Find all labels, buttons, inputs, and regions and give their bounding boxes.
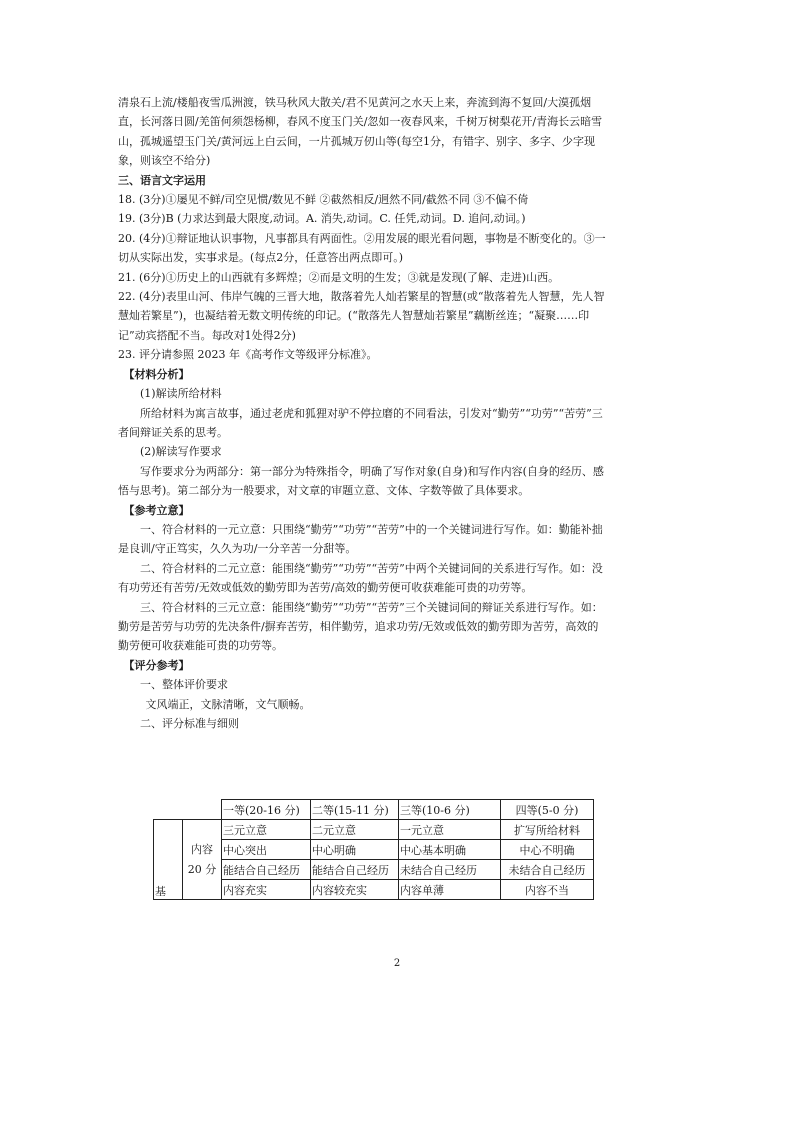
overall-requirement-heading: 一、整体评价要求 <box>140 678 228 692</box>
table-cell: 二元立意 <box>311 820 399 840</box>
row-group-label: 基 <box>154 820 183 900</box>
overall-requirement-text: 文风端正，文脉清晰，文气顺畅。 <box>145 697 311 711</box>
reference-ideas-heading: 【参考立意】 <box>123 503 190 517</box>
table-row <box>154 820 594 840</box>
content-score: 20 分 <box>187 862 217 876</box>
table-cell: 三元立意 <box>222 820 311 840</box>
scoring-table <box>153 799 594 900</box>
answer-22: 22. (4分)表里山河、伟岸气魄的三晋大地，散落着先人灿若繁星的智慧(或“散落着先人智慧，先人智慧灿若繁星”)，也凝结着无数文明传统的印记。(“散落先人智慧灿若繁星”藕断丝连；“凝聚……印记”动宾搭配不当。每改对1处得2分) <box>118 290 605 342</box>
page-number: 2 <box>393 958 401 969</box>
table-cell: 内容单薄 <box>399 880 501 900</box>
answer-17-text: 清泉石上流/楼船夜雪瓜洲渡，铁马秋风大散关/君不见黄河之水天上来，奔流到海不复回/大漠孤烟直，长河落日圆/羌笛何须怨杨柳，春风不度玉门关/忽如一夜春风来，千树万树梨花开/青海长云暗雪山，孤城遥望玉门关/黄河远上白云间，一片孤城万仞山等(每空1分，有错字、别字、多字、少字现象，则该空不给分) <box>118 96 603 168</box>
document-body <box>118 93 606 733</box>
table-cell: 能结合自己经历 <box>311 860 399 880</box>
content-group-label <box>183 820 222 900</box>
table-cell: 内容较充实 <box>311 880 399 900</box>
idea-one: 一、符合材料的一元立意：只围绕“勤劳”“功劳”“苦劳”中的一个关键词进行写作。如：勤能补拙是良训/守正笃实，久久为功/一分辛苦一分甜等。 <box>118 522 603 556</box>
criteria-heading: 二、评分标准与细则 <box>140 717 239 730</box>
table-empty-cell <box>154 800 183 820</box>
idea-two: 二、符合材料的二元立意：能围绕“勤劳”“功劳”“苦劳”中两个关键词间的关系进行写作。如：没有功劳还有苦劳/无效或低效的勤劳即为苦劳/高效的勤劳便可收获难能可贵的功劳等。 <box>118 561 603 595</box>
table-header-cell: 三等(10-6 分) <box>399 800 501 820</box>
table-cell: 中心突出 <box>222 840 311 860</box>
table-cell: 能结合自己经历 <box>222 860 311 880</box>
read-material-heading: (1)解读所给材料 <box>140 387 222 401</box>
table-cell: 中心明确 <box>311 840 399 860</box>
table-header-cell: 一等(20-16 分) <box>222 800 311 820</box>
answer-18: 18. (3分)①屡见不鲜/司空见惯/数见不鲜 ②截然相反/迥然不同/截然不同 ③不偏不倚 <box>118 193 529 207</box>
table-header-cell: 二等(15-11 分) <box>311 800 399 820</box>
table-empty-cell <box>183 800 222 820</box>
material-analysis-heading: 【材料分析】 <box>123 367 190 381</box>
answer-19: 19. (3分)B (力求达到最大限度,动词。A. 消失,动词。C. 任凭,动词。D. 追问,动词。) <box>118 212 526 226</box>
answer-20: 20. (4分)①辩证地认识事物，凡事都具有两面性。②用发展的眼光看问题，事物是不断变化的。③一切从实际出发，实事求是。(每点2分，任意答出两点即可。) <box>118 231 606 265</box>
table-cell: 未结合自己经历 <box>501 860 594 880</box>
answer-23: 23. 评分请参照 2023 年《高考作文等级评分标准》。 <box>118 348 378 362</box>
table-header-cell: 四等(5-0 分) <box>501 800 594 820</box>
table-cell: 扩写所给材料 <box>501 820 594 840</box>
content-label: 内容 <box>191 842 213 856</box>
table-cell: 一元立意 <box>399 820 501 840</box>
scoring-reference-heading: 【评分参考】 <box>123 658 190 672</box>
table-header-row <box>154 800 594 820</box>
table-cell: 中心不明确 <box>501 840 594 860</box>
table-cell: 内容不当 <box>501 880 594 900</box>
idea-three: 三、符合材料的三元立意：能围绕“勤劳”“功劳”“苦劳”三个关键词间的辩证关系进行写作。如：勤劳是苦劳与功劳的先决条件/摒弃苦劳，相伴勤劳，追求功劳/无效或低效的勤劳即为苦劳，高效的勤劳便可收获难能可贵的功劳等。 <box>118 600 603 653</box>
material-text: 所给材料为寓言故事，通过老虎和狐狸对驴不停拉磨的不同看法，引发对“勤劳”“功劳”“苦劳”三者间辩证关系的思考。 <box>118 406 603 439</box>
table-cell: 中心基本明确 <box>399 840 501 860</box>
answer-21: 21. (6分)①历史上的山西就有多辉煌；②而是文明的生发；③就是发现(了解、走进)山西。 <box>118 270 560 284</box>
requirement-text: 写作要求分为两部分：第一部分为特殊指令，明确了写作对象(自身)和写作内容(自身的经历、感悟与思考)。第二部分为一般要求，对文章的审题立意、文体、字数等做了具体要求。 <box>118 464 604 498</box>
read-requirement-heading: (2)解读写作要求 <box>140 445 222 459</box>
section-heading-language: 三、语言文字运用 <box>118 173 206 187</box>
table-cell: 内容充实 <box>222 880 311 900</box>
table-cell: 未结合自己经历 <box>399 860 501 880</box>
